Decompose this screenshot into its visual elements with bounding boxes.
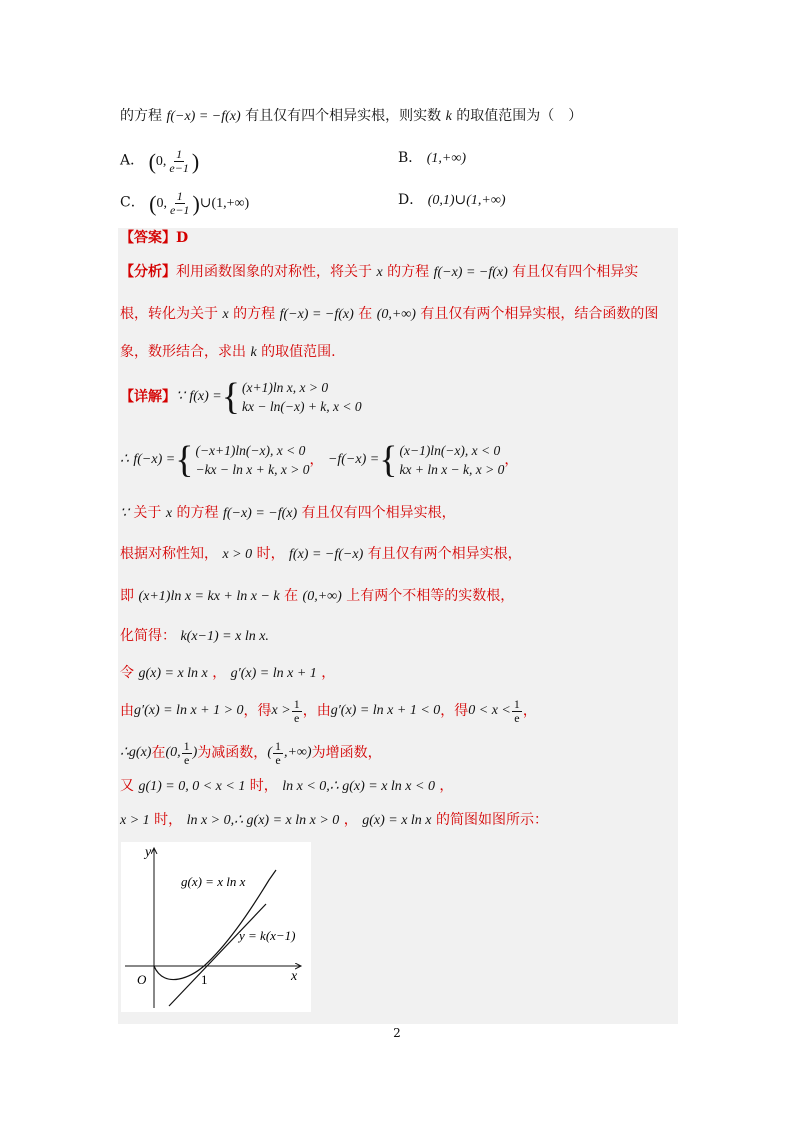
line-kx1 — [169, 904, 266, 1006]
analysis-text: 有且仅有四个相异实 — [512, 264, 639, 280]
mfneg-piecewise: { (x−1)ln(−x), x < 0 kx + ln x − k, x > 0 — [379, 439, 505, 481]
option-c-label: C． — [120, 194, 145, 211]
f-piecewise: { (x+1)ln x, x > 0 kx − ln(−x) + k, x < 0 — [221, 376, 362, 418]
since-symbol: ∵ — [120, 506, 129, 521]
detail-equation: ln x < 0,∴ g(x) = x ln x < 0 — [282, 779, 435, 794]
detail-text: 为增函数， — [311, 745, 382, 761]
fraction-numerator: 1 — [293, 696, 300, 711]
option-a — [120, 148, 199, 175]
detail-equation: ln x > 0,∴ g(x) = x ln x > 0 — [186, 813, 340, 828]
detail-equation: x > 0 — [222, 547, 253, 562]
fraction-numerator: 1 — [183, 738, 190, 753]
detail-interval: ) — [192, 745, 198, 760]
separator: ， — [309, 452, 324, 468]
separator: ， — [522, 703, 537, 719]
detail-text: ，得 — [243, 703, 272, 719]
detail-line-9 — [120, 736, 382, 770]
therefore-symbol: ∴ — [120, 452, 129, 467]
analysis-equation: f(−x) = −f(x) — [433, 265, 508, 280]
fraction-denominator: e — [183, 752, 190, 767]
detail-interval: (0,+∞) — [302, 589, 342, 604]
detail-text: 根据对称性知， — [120, 546, 218, 562]
option-a-label: A． — [120, 152, 145, 169]
fraction-denominator: e — [275, 752, 281, 767]
detail-line-8 — [120, 694, 537, 728]
question-line — [120, 106, 582, 127]
one-label: 1 — [201, 972, 208, 987]
detail-equation: k(x−1) = x ln x — [180, 629, 266, 644]
math-x: x — [165, 506, 173, 521]
f-case-1: (x+1)ln x, x > 0 — [242, 380, 329, 395]
option-c — [120, 190, 249, 217]
detail-line-1 — [120, 376, 362, 418]
question-var-k: k — [445, 109, 452, 124]
detail-text: . — [265, 629, 269, 644]
fraction-denominator: e — [294, 710, 300, 725]
answer-line — [120, 228, 188, 248]
detail-interval: (0, — [165, 745, 181, 760]
math-k: k — [250, 345, 257, 360]
analysis-line-2 — [120, 304, 658, 325]
analysis-equation: f(−x) = −f(x) — [279, 307, 354, 322]
detail-equation: g(x) = x ln x — [362, 813, 432, 828]
detail-line-2 — [120, 438, 518, 482]
detail-line-4 — [120, 544, 522, 565]
detail-text: 时， — [249, 778, 278, 794]
detail-equation: g′(x) = ln x + 1 < 0 — [330, 703, 441, 718]
option-b-label: B． — [398, 150, 423, 166]
detail-text: 又 — [120, 778, 134, 794]
detail-interval: ,+∞) — [283, 745, 312, 760]
detail-equation: f(−x) = −f(x) — [222, 506, 298, 521]
question-text-3: 的取值范围为（ ） — [456, 108, 583, 124]
fraction-one-over-e — [292, 698, 302, 725]
detail-text: 在 — [151, 745, 166, 761]
fneg-case-2: −kx − ln x + k, x > 0 — [195, 462, 310, 477]
since-symbol: ∵ — [176, 389, 185, 404]
fraction-one-over-e — [273, 740, 283, 767]
separator: ， — [321, 665, 336, 681]
detail-equation: g′(x) = ln x + 1 — [230, 666, 317, 681]
option-d — [398, 190, 506, 211]
x-axis-label: x — [291, 969, 298, 984]
fraction-one-over-e — [182, 740, 192, 767]
answer-tag: 【答案】 — [120, 230, 176, 246]
analysis-line-1 — [120, 262, 638, 283]
detail-line-3 — [120, 503, 456, 524]
line-label: y = k(x−1) — [239, 928, 296, 943]
option-b — [398, 148, 466, 169]
math-x: x — [222, 307, 229, 322]
detail-line-5 — [120, 586, 514, 607]
analysis-interval: (0,+∞) — [376, 307, 416, 322]
option-c-value: (0, $\frac{1}{e-1}$ )∪(1,+∞) — [149, 189, 250, 217]
fraction-one-over-e — [512, 698, 522, 725]
separator: ， — [343, 812, 358, 828]
detail-line-11 — [120, 810, 548, 831]
fraction-denominator: e — [514, 710, 520, 725]
analysis-text: 根，转化为关于 — [120, 306, 218, 322]
analysis-text: 有且仅有两个相异实根，结合函数的图 — [420, 306, 659, 322]
question-text: 的方程 — [120, 108, 162, 124]
separator: ， — [212, 665, 227, 681]
page-number: 2 — [393, 1026, 401, 1040]
detail-text: 的方程 — [176, 505, 219, 521]
detail-equation: g(x) — [128, 745, 152, 760]
math-x: x — [376, 265, 383, 280]
therefore-symbol: ∴ — [120, 745, 129, 760]
detail-text: ，得 — [440, 703, 469, 719]
detail-text: 有且仅有两个相异实根， — [367, 546, 522, 562]
detail-text: ，由 — [302, 703, 331, 719]
mfneg-case-2: kx + ln x − k, x > 0 — [399, 462, 505, 477]
separator: ， — [439, 778, 454, 794]
analysis-text: 在 — [358, 306, 373, 322]
option-b-value: (1,+∞) — [426, 151, 467, 166]
mfneg-definition: −f(−x) = — [327, 452, 380, 467]
analysis-tag: 【分析】 — [120, 264, 176, 280]
analysis-line-3 — [120, 342, 336, 363]
detail-equation: x > — [271, 703, 291, 718]
detail-text: 关于 — [133, 505, 162, 521]
detail-equation: g′(x) = ln x + 1 > 0 — [134, 703, 244, 718]
analysis-text: 的取值范围. — [261, 344, 336, 360]
f-definition: f(x) = — [189, 389, 222, 404]
fneg-piecewise: { (−x+1)ln(−x), x < 0 −kx − ln x + k, x > 0 — [175, 439, 310, 481]
detail-text: 时， — [154, 812, 183, 828]
detail-equation: f(x) = −f(−x) — [289, 547, 364, 562]
detail-line-6 — [120, 626, 269, 647]
graph-figure — [121, 842, 311, 1012]
question-text-2: 有且仅有四个相异实根，则实数 — [245, 108, 442, 124]
detail-equation: x > 1 — [120, 813, 150, 828]
mfneg-case-1: (x−1)ln(−x), x < 0 — [399, 443, 501, 458]
detail-equation: (x+1)ln x = kx + ln x − k — [138, 589, 280, 604]
detail-equation: g(x) = x ln x — [138, 666, 208, 681]
detail-equation: 0 < x < — [468, 703, 511, 718]
detail-text: 为减函数， — [197, 745, 268, 761]
option-a-value: (0, $\frac{1}{e-1}$ ) — [148, 147, 200, 175]
question-equation: f(−x) = −f(x) — [166, 109, 241, 124]
analysis-text: 利用函数图象的对称性，将关于 — [176, 264, 372, 280]
detail-text: 上有两个不相等的实数根， — [346, 588, 515, 604]
detail-text: 由 — [120, 703, 134, 719]
fraction-numerator: 1 — [274, 738, 281, 753]
detail-text: 有且仅有四个相异实根， — [301, 505, 456, 521]
origin-label: O — [137, 972, 147, 987]
fneg-definition: f(−x) = — [133, 452, 176, 467]
graph-svg — [121, 842, 311, 1012]
answer-value: D — [176, 230, 189, 246]
detail-interval: ( — [267, 745, 272, 760]
detail-line-10 — [120, 776, 453, 797]
option-d-value: (0,1)∪(1,+∞) — [427, 193, 506, 208]
fraction-numerator: 1 — [513, 696, 520, 711]
detail-text: 在 — [284, 588, 299, 604]
detail-text: 的简图如图所示： — [435, 812, 548, 828]
option-d-label: D． — [398, 192, 424, 208]
detail-text: 令 — [120, 665, 134, 681]
analysis-text: 象，数形结合，求出 — [120, 344, 246, 360]
y-axis-label: y — [145, 845, 152, 860]
detail-text: 时， — [256, 546, 285, 562]
detail-text: 化简得： — [120, 628, 176, 644]
separator: ， — [504, 452, 519, 468]
detail-tag: 【详解】 — [120, 389, 176, 405]
analysis-text: 的方程 — [233, 306, 276, 322]
detail-equation: g(1) = 0, 0 < x < 1 — [138, 779, 246, 794]
detail-line-7 — [120, 663, 335, 684]
detail-text: 即 — [120, 588, 134, 604]
f-case-2: kx − ln(−x) + k, x < 0 — [242, 399, 362, 414]
analysis-text: 的方程 — [387, 264, 430, 280]
fneg-case-1: (−x+1)ln(−x), x < 0 — [195, 443, 306, 458]
curve-label: g(x) = x ln x — [181, 874, 246, 889]
